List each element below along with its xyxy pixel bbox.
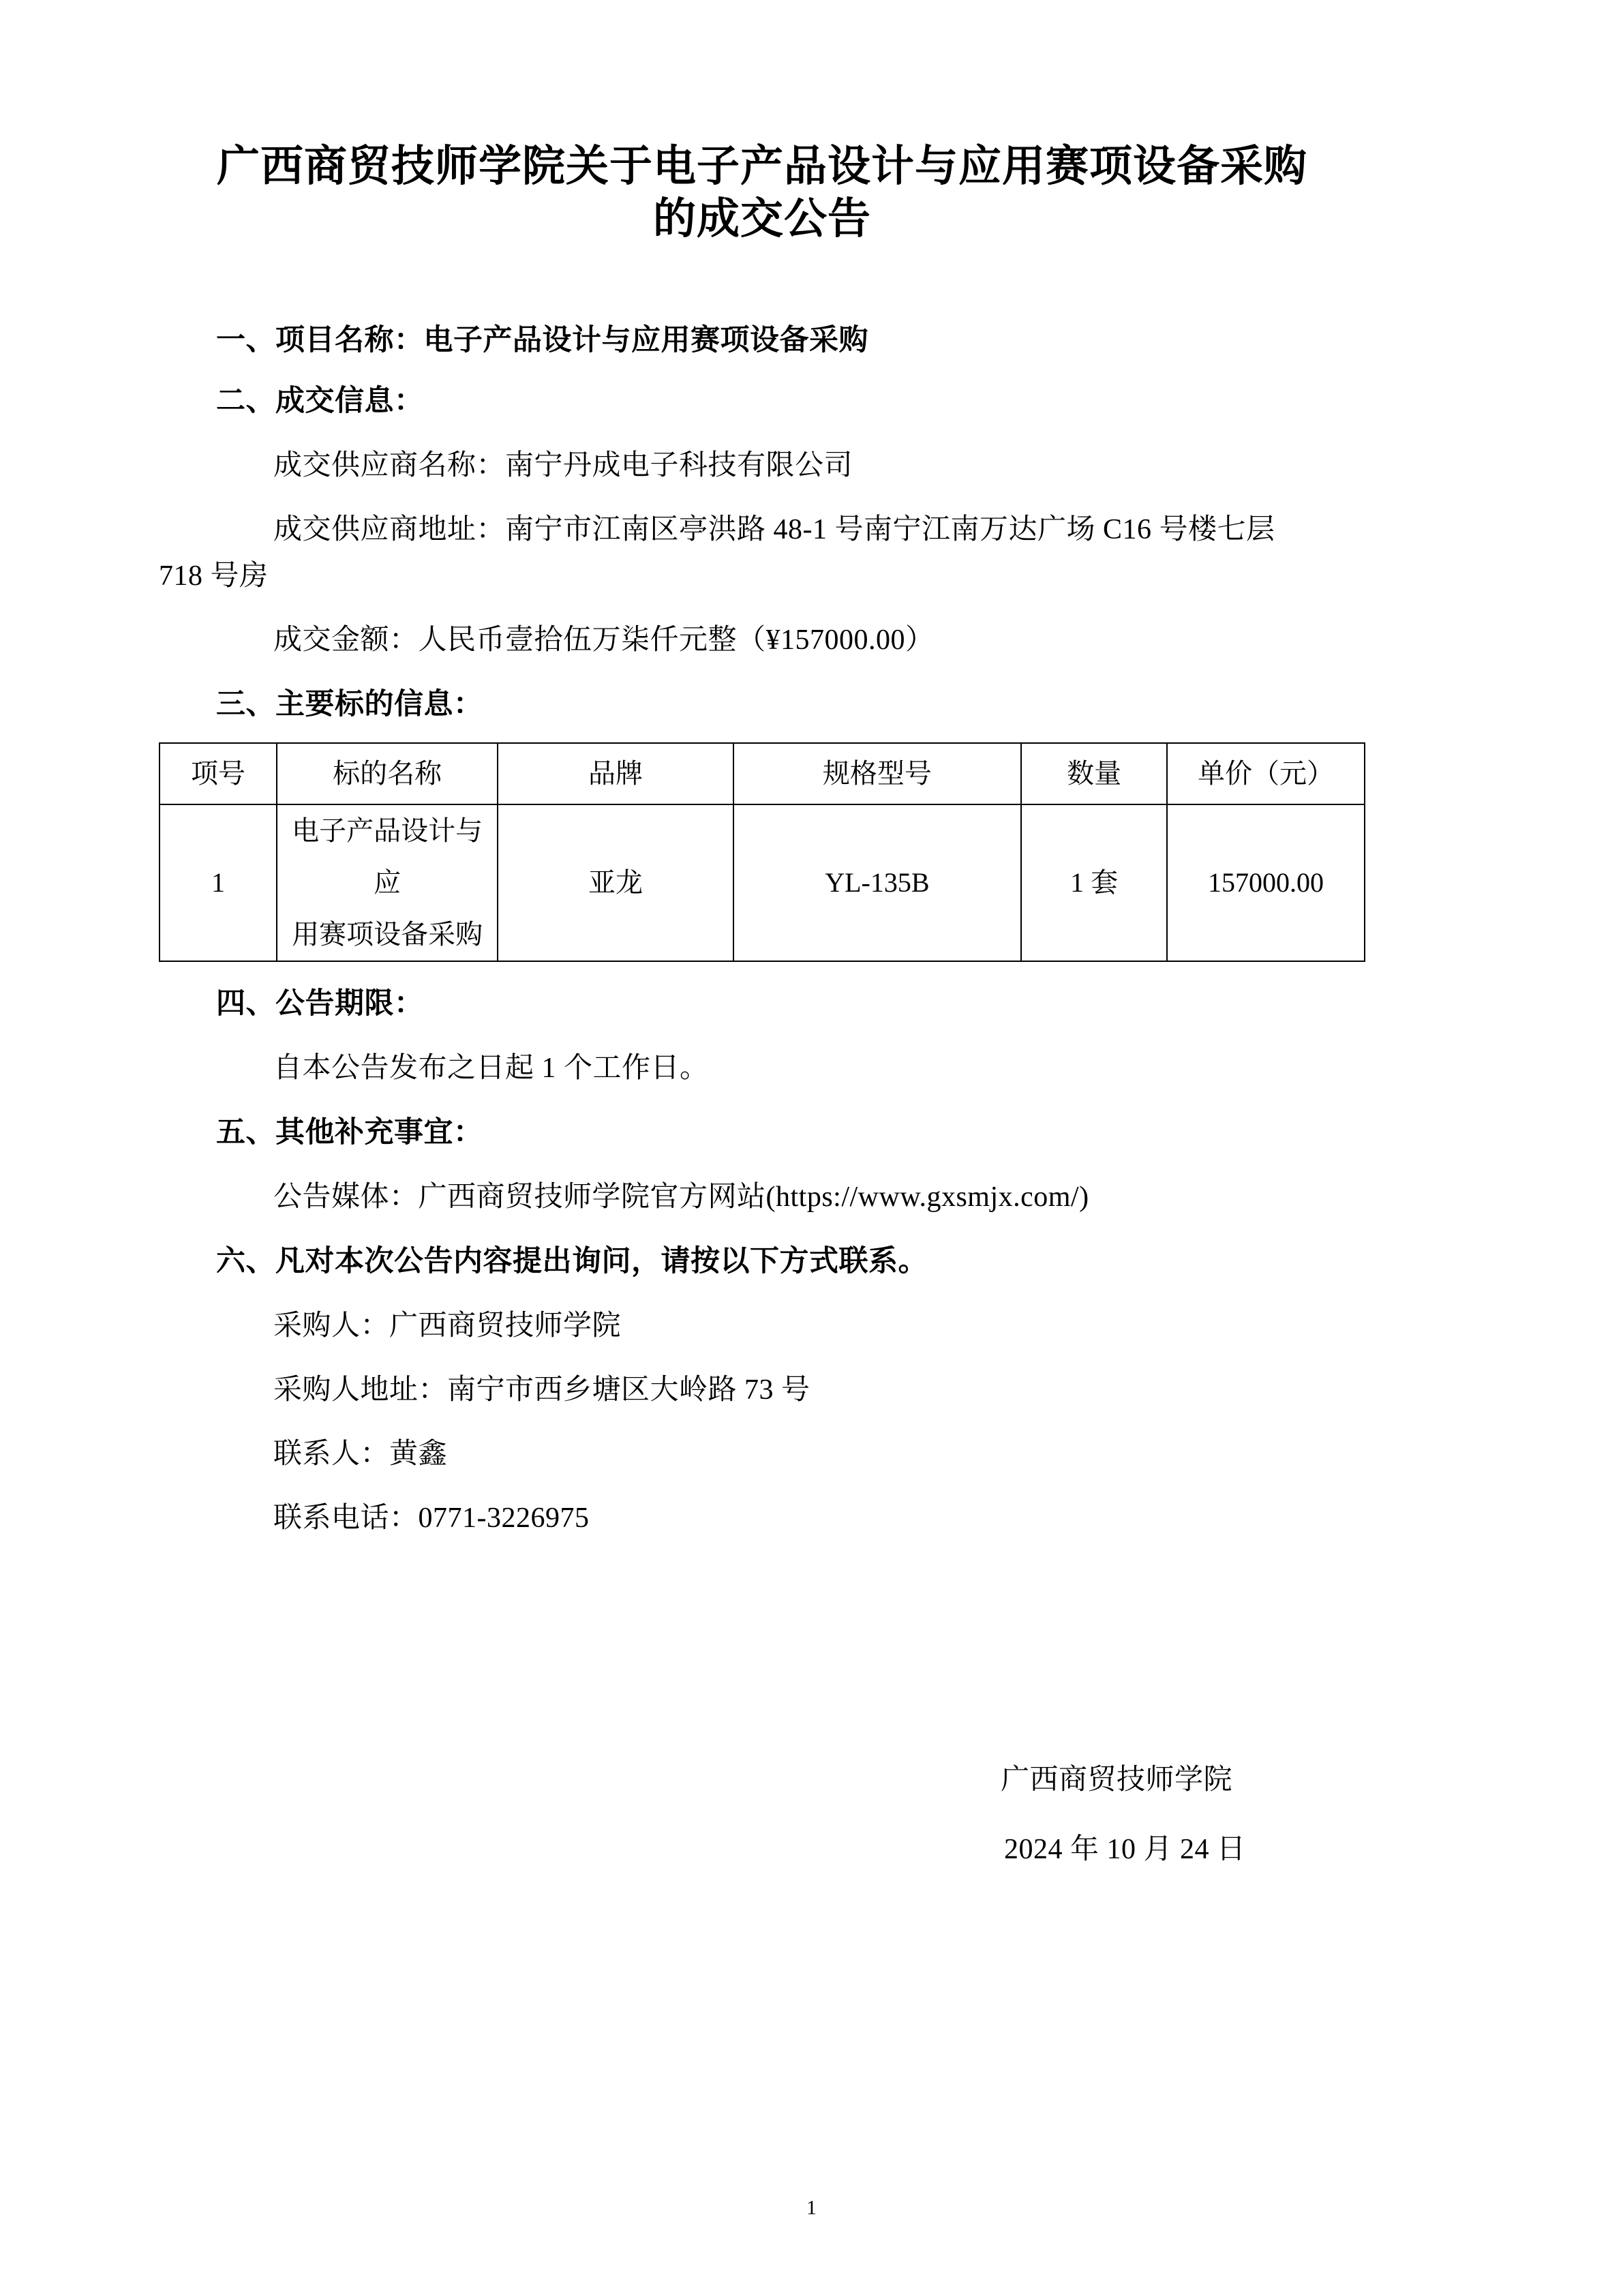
spacer: [159, 1147, 1365, 1183]
spacer: [159, 1468, 1365, 1504]
table-header-item-no: 项号: [160, 743, 277, 804]
announcement-media: 公告媒体：广西商贸技师学院官方网站(https://www.gxsmjx.com/): [273, 1181, 1089, 1213]
cell-item-name-line-2: 用赛项设备采购: [292, 918, 483, 950]
spacer: [159, 1276, 1365, 1312]
page-title-line-2: 的成交公告: [653, 194, 871, 243]
signature-date: 2024 年 10 月 24 日: [1004, 1833, 1246, 1865]
table-header-unit-price: 单价（元）: [1167, 743, 1365, 804]
contact-phone: 联系电话：0771-3226975: [273, 1502, 590, 1534]
section-3-heading: 三、主要标的信息：: [216, 687, 483, 721]
table-header-quantity: 数量: [1021, 743, 1167, 804]
cell-unit-price: 157000.00: [1167, 804, 1365, 961]
supplier-address-line-1: 成交供应商地址：南宁市江南区亭洪路 48-1 号南宁江南万达广场 C16 号楼七层: [273, 513, 1275, 545]
spacer: [159, 590, 1365, 626]
purchaser-address: 采购人地址：南宁市西乡塘区大岭路 73 号: [273, 1374, 810, 1406]
supplier-address-line-2: 718 号房: [159, 560, 269, 592]
spacer: [159, 1083, 1365, 1118]
section-5-heading: 五、其他补充事宜：: [216, 1115, 483, 1149]
cell-item-name: [277, 804, 498, 961]
spacer: [159, 1018, 1365, 1054]
footer-page-number: 1: [806, 2196, 817, 2219]
table-header-row: [160, 743, 1365, 804]
table-header-item-name: 标的名称: [277, 743, 498, 804]
spacer: [159, 1211, 1365, 1247]
cell-item-name-line-1: 电子产品设计与应: [292, 815, 483, 898]
cell-item-no: 1: [160, 804, 277, 961]
section-1-heading: 一、项目名称：电子产品设计与应用赛项设备采购: [216, 323, 868, 357]
spacer: [159, 355, 1365, 387]
purchaser-name: 采购人：广西商贸技师学院: [273, 1310, 622, 1342]
title-spacer: [159, 245, 1365, 326]
award-amount: 成交金额：人民币壹拾伍万柒仟元整（¥157000.00）: [273, 624, 935, 656]
signature-organization: 广西商贸技师学院: [1001, 1764, 1233, 1796]
page-title: [159, 0, 1365, 245]
spacer: [159, 719, 1365, 742]
spacer: [159, 480, 1365, 515]
section-6-heading: 六、凡对本次公告内容提出询问，请按以下方式联系。: [216, 1244, 928, 1278]
cell-model: YL-135B: [733, 804, 1022, 961]
section-2-heading: 二、成交信息：: [216, 384, 424, 417]
spacer: [159, 1340, 1365, 1376]
cell-quantity: 1 套: [1021, 804, 1167, 961]
spacer: [159, 962, 1365, 989]
section-4-heading: 四、公告期限：: [216, 986, 424, 1020]
contact-person: 联系人：黄鑫: [273, 1438, 448, 1470]
supplier-name: 成交供应商名称：南宁丹成电子科技有限公司: [273, 449, 853, 481]
document-content: [159, 0, 1365, 1864]
spacer: [159, 1404, 1365, 1440]
cell-brand: 亚龙: [498, 804, 733, 961]
page-title-line-1: 广西商贸技师学院关于电子产品设计与应用赛项设备采购: [217, 142, 1307, 190]
announcement-period: 自本公告发布之日起 1 个工作日。: [273, 1052, 709, 1084]
table-row: [160, 804, 1365, 961]
spacer: [159, 416, 1365, 451]
spacer: [159, 1794, 1365, 1835]
table-header-model: 规格型号: [733, 743, 1022, 804]
signature-spacer: [159, 1532, 1365, 1766]
spacer: [159, 544, 1365, 562]
spacer: [159, 654, 1365, 690]
main-items-table: [159, 742, 1365, 962]
table-header-brand: 品牌: [498, 743, 733, 804]
